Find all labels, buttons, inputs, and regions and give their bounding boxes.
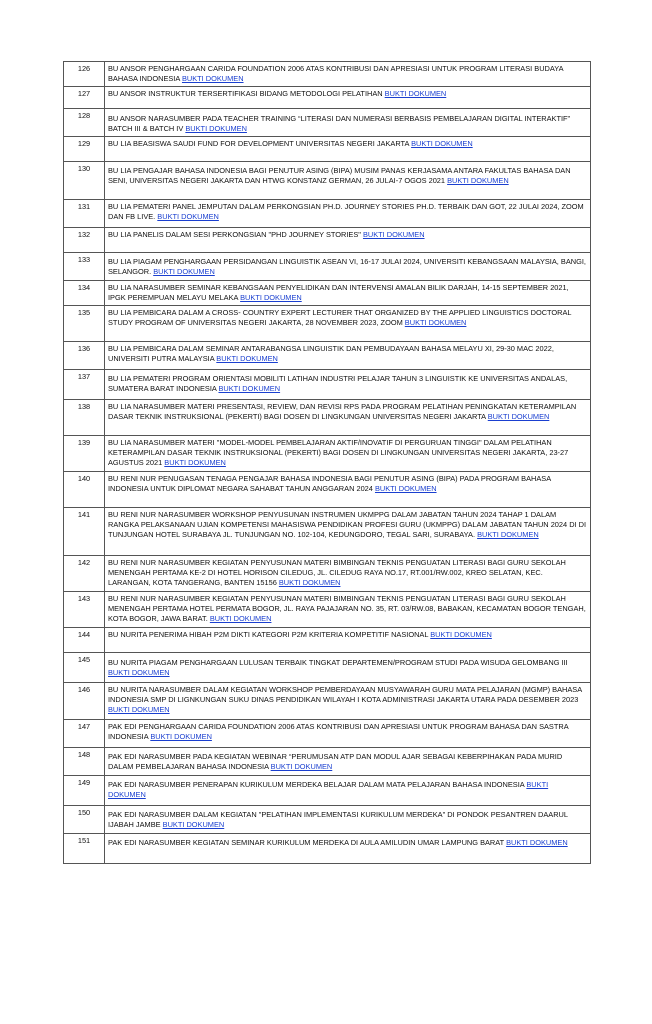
- row-description: [105, 436, 591, 472]
- bukti-dokumen-link[interactable]: BUKTI DOKUMEN: [506, 838, 568, 847]
- table-row: [64, 683, 591, 720]
- bukti-dokumen-link[interactable]: BUKTI DOKUMEN: [218, 383, 281, 393]
- row-number: 137: [64, 370, 105, 400]
- table-row: [64, 834, 591, 864]
- table-row: [64, 200, 591, 228]
- description-text: BU LIA NARASUMBER MATERI PRESENTASI, REVIEW, DAN REVISI RPS PADA PROGRAM PELATIHAN PENINGKATAN KETERAMPILAN DASAR TEKNIK INSTRUKSIONAL (PEKERTI) BAGI DOSEN DI LINGKUNGAN UNIVERSITAS NEGERI JAKARTA: [108, 402, 577, 421]
- row-description: [105, 109, 591, 137]
- table-row: [64, 400, 591, 436]
- description-text: BU RENI NUR PENUGASAN TENAGA PENGAJAR BAHASA INDONESIA BAGI PENUTUR ASING (BIPA) PADA PROGRAM BAHASA INDONESIA UNTUK DIPLOMAT NEGARA SAHABAT TAHUN ANGGARAN 2024: [108, 474, 551, 493]
- row-description: [105, 720, 591, 748]
- description-text: BU ANSOR INSTRUKTUR TERSERTIFIKASI BIDANG METODOLOGI PELATIHAN: [108, 89, 383, 98]
- row-number: 136: [64, 342, 105, 370]
- bukti-dokumen-link[interactable]: BUKTI DOKUMEN: [404, 317, 467, 327]
- description-text: BU NURITA PIAGAM PENGHARGAAN LULUSAN TERBAIK TINGKAT DEPARTEMEN/PROGRAM STUDI PADA WISUDA GELOMBANG III: [108, 658, 568, 667]
- row-number: 138: [64, 400, 105, 436]
- description-text: PAK EDI NARASUMBER PENERAPAN KURIKULUM MERDEKA BELAJAR DALAM MATA PELAJARAN BAHASA INDONESIA: [108, 780, 525, 789]
- bukti-dokumen-link[interactable]: BUKTI DOKUMEN: [384, 89, 447, 98]
- row-number: 128: [64, 109, 105, 137]
- row-description: [105, 162, 591, 200]
- bukti-dokumen-link[interactable]: BUKTI DOKUMEN: [181, 73, 244, 83]
- row-number: 129: [64, 137, 105, 162]
- row-description: [105, 653, 591, 683]
- table-row: [64, 806, 591, 834]
- bukti-dokumen-link[interactable]: BUKTI DOKUMEN: [362, 230, 425, 239]
- row-number: 141: [64, 508, 105, 556]
- table-row: [64, 370, 591, 400]
- bukti-dokumen-link[interactable]: BUKTI DOKUMEN: [240, 292, 302, 302]
- row-number: 151: [64, 834, 105, 864]
- description-text: BU LIA PEMATERI PROGRAM ORIENTASI MOBILITI LATIHAN INDUSTRI PELAJAR TAHUN 3 LINGUISTIK KE UNIVERSITAS ANDALAS, SUMATERA BARAT INDONESIA: [108, 374, 568, 393]
- table-row: [64, 281, 591, 306]
- description-text: PAK EDI NARASUMBER PADA KEGIATAN WEBINAR “PERUMUSAN ATP DAN MODUL AJAR SEBAGAI KEBERPIHAKAN PADA MURID DALAM PEMBELAJARAN BAHASA INDONESIA: [108, 752, 563, 771]
- description-text: BU LIA PENGAJAR BAHASA INDONESIA BAGI PENUTUR ASING (BIPA) MUSIM PANAS KERJASAMA ANTARA FAKULTAS BAHASA DAN SENI, UNIVERSITAS NEGERI JAKARTA DAN HTWG KONSTANZ GERMAN, 26 JULAI-7 OGOS 2021: [108, 166, 571, 185]
- description-text: BU LIA NARASUMBER MATERI "MODEL-MODEL PEMBELAJARAN AKTIF/INOVATIF DI PERGURUAN TINGGI" DALAM PELATIHAN KETERAMPILAN DASAR TEKNIK INSTRUKSIONAL (PEKERTI) BAGI DOSEN DI LINGKUNGAN UNIVERSITAS NEGERI JAKARTA, 23-27 AGUSTUS 2021: [108, 438, 569, 467]
- row-number: 146: [64, 683, 105, 720]
- bukti-dokumen-link[interactable]: BUKTI DOKUMEN: [477, 529, 539, 539]
- row-description: [105, 400, 591, 436]
- table-row: [64, 776, 591, 806]
- row-description: [105, 62, 591, 87]
- row-description: [105, 306, 591, 342]
- row-description: [105, 370, 591, 400]
- bukti-dokumen-link[interactable]: BUKTI DOKUMEN: [430, 630, 492, 639]
- bukti-dokumen-link[interactable]: BUKTI DOKUMEN: [447, 175, 509, 185]
- row-description: [105, 228, 591, 253]
- row-number: 135: [64, 306, 105, 342]
- table-row: [64, 109, 591, 137]
- description-text: BU LIA NARASUMBER SEMINAR KEBANGSAAN PENYELIDIKAN DAN INTERVENSI AMALAN BILIK DARJAH, 14-15 SEPTEMBER 2021, IPGK PEREMPUAN MELAYU MELAKA: [108, 283, 569, 302]
- achievements-table: [63, 61, 591, 864]
- bukti-dokumen-link[interactable]: BUKTI DOKUMEN: [153, 266, 215, 276]
- bukti-dokumen-link[interactable]: BUKTI DOKUMEN: [216, 353, 278, 363]
- bukti-dokumen-link[interactable]: BUKTI DOKUMEN: [209, 613, 272, 623]
- table-row: [64, 748, 591, 776]
- bukti-dokumen-link[interactable]: BUKTI DOKUMEN: [108, 667, 170, 677]
- row-description: [105, 806, 591, 834]
- row-number: 127: [64, 87, 105, 109]
- row-description: [105, 342, 591, 370]
- description-text: PAK EDI PENGHARGAAN CARIDA FOUNDATION 2006 ATAS KONTRIBUSI DAN APRESIASI UNTUK PROGRAM BAHASA DAN SASTRA INDONESIA: [108, 722, 569, 741]
- table-row: [64, 720, 591, 748]
- row-number: 133: [64, 253, 105, 281]
- table-row: [64, 592, 591, 628]
- table-row: [64, 472, 591, 508]
- table-row: [64, 508, 591, 556]
- description-text: BU NURITA PENERIMA HIBAH P2M DIKTI KATEGORI P2M KRITERIA KOMPETITIF NASIONAL: [108, 630, 429, 639]
- row-description: [105, 281, 591, 306]
- description-text: BU LIA PANELIS DALAM SESI PERKONGSIAN "PHD JOURNEY STORIES": [108, 230, 361, 239]
- row-number: 131: [64, 200, 105, 228]
- table-row: [64, 162, 591, 200]
- row-number: 140: [64, 472, 105, 508]
- bukti-dokumen-link[interactable]: BUKTI DOKUMEN: [157, 211, 219, 221]
- description-text: BU LIA PEMATERI PANEL JEMPUTAN DALAM PERKONGSIAN PH.D. JOURNEY STORIES PH.D. TERBAIK DAN GOT, 22 JULAI 2024, ZOOM DAN FB LIVE.: [108, 202, 584, 221]
- description-text: PAK EDI NARASUMBER KEGIATAN SEMINAR KURIKULUM MERDEKA DI AULA AMILUDIN UMAR LAMPUNG BARAT: [108, 838, 505, 847]
- row-description: [105, 592, 591, 628]
- description-text: PAK EDI NARASUMBER DALAM KEGIATAN "PELATIHAN IMPLEMENTASI KURIKULUM MERDEKA" DI PONDOK PESANTREN DAARUL IJABAH JAMBE: [108, 810, 568, 829]
- table-row: [64, 253, 591, 281]
- row-description: [105, 628, 591, 653]
- description-text: BU LIA PIAGAM PENGHARGAAN PERSIDANGAN LINGUISTIK ASEAN VI, 16-17 JULAI 2024, UNIVERSITI KEBANGSAAN MALAYSIA, BANGI, SELANGOR.: [108, 257, 586, 276]
- bukti-dokumen-link[interactable]: BUKTI DOKUMEN: [278, 577, 341, 587]
- bukti-dokumen-link[interactable]: BUKTI DOKUMEN: [108, 704, 170, 714]
- bukti-dokumen-link[interactable]: BUKTI DOKUMEN: [185, 123, 247, 133]
- description-text: BU ANSOR PENGHARGAAN CARIDA FOUNDATION 2006 ATAS KONTRIBUSI DAN APRESIASI UNTUK PROGRAM LITERASI BUDAYA BAHASA INDONESIA: [108, 64, 564, 83]
- row-description: [105, 834, 591, 864]
- row-number: 142: [64, 556, 105, 592]
- table-row: [64, 436, 591, 472]
- description-text: BU LIA BEASISWA SAUDI FUND FOR DEVELOPMENT UNIVERSITAS NEGERI JAKARTA: [108, 139, 410, 148]
- row-description: [105, 472, 591, 508]
- row-number: 126: [64, 62, 105, 87]
- description-text: BU LIA PEMBICARA DALAM A CROSS- COUNTRY EXPERT LECTURER THAT ORGANIZED BY THE APPLIED LINGUISTICS DOCTORAL STUDY PROGRAM OF UNIVERSITAS NEGERI JAKARTA, 28 NOVEMBER 2023, ZOOM: [108, 308, 572, 327]
- description-text: BU RENI NUR NARASUMBER WORKSHOP PENYUSUNAN INSTRUMEN UKMPPG DALAM JABATAN TAHUN 2024 TAHAP 1 DALAM RANGKA PELAKSANAAN UJIAN KOMPETENSI MAHASISWA PENDIDIKAN PROFESI GURU (UKMPPG) DALAM JABATAN TAHUN 2024 DI DI TUNJUNGAN HOTEL SURABAYA JL. TUNJUNGAN NO. 102-104, KEDUNGDORO, TEGAL SARI, SURABAYA.: [108, 510, 587, 539]
- table-row: [64, 628, 591, 653]
- table-row: [64, 342, 591, 370]
- row-description: [105, 748, 591, 776]
- row-description: [105, 776, 591, 806]
- bukti-dokumen-link[interactable]: BUKTI DOKUMEN: [164, 457, 226, 467]
- bukti-dokumen-link[interactable]: BUKTI DOKUMEN: [374, 483, 437, 493]
- row-description: [105, 200, 591, 228]
- row-number: 144: [64, 628, 105, 653]
- row-number: 149: [64, 776, 105, 806]
- row-description: [105, 556, 591, 592]
- description-text: BU NURITA NARASUMBER DALAM KEGIATAN WORKSHOP PEMBERDAYAAN MUSYAWARAH GURU MATA PELAJARAN (MGMP) BAHASA INDONESIA SMP DI LIGNKUNGAN SUKU DINAS PENDIDIKAN WILAYAH I KOTA ADMINISTRASI JAKARTA UTARA PADA DESEMBER 2023: [108, 685, 582, 704]
- table-body: [64, 62, 591, 864]
- row-number: 143: [64, 592, 105, 628]
- row-number: 130: [64, 162, 105, 200]
- description-text: BU RENI NUR NARASUMBER KEGIATAN PENYUSUNAN MATERI BIMBINGAN TEKNIS PENGUATAN LITERASI BAGI GURU SEKOLAH MENENGAH PERTAMA KE-2 DI HOTEL HORISON CILEDUG, JL. CILEDUG RAYA NO.17, RT.001/RW.002, KREO SELATAN, KEC. LARANGAN, KOTA TANGERANG, BANTEN 15156: [108, 558, 566, 587]
- row-description: [105, 508, 591, 556]
- row-number: 132: [64, 228, 105, 253]
- row-number: 148: [64, 748, 105, 776]
- row-number: 139: [64, 436, 105, 472]
- row-description: [105, 683, 591, 720]
- table-row: [64, 87, 591, 109]
- bukti-dokumen-link[interactable]: BUKTI DOKUMEN: [487, 411, 550, 421]
- description-text: BU LIA PEMBICARA DALAM SEMINAR ANTARABANGSA LINGUISTIK DAN PEMBUDAYAAN BAHASA MELAYU XI, 29-30 MAC 2022, UNIVERSITI PUTRA MALAYSIA: [108, 344, 554, 363]
- bukti-dokumen-link[interactable]: BUKTI DOKUMEN: [162, 819, 225, 829]
- row-number: 134: [64, 281, 105, 306]
- bukti-dokumen-link[interactable]: BUKTI DOKUMEN: [270, 761, 333, 771]
- table-row: [64, 228, 591, 253]
- description-text: BU ANSOR NARASUMBER PADA TEACHER TRAINING “LITERASI DAN NUMERASI BERBASIS PEMBELAJARAN DIGITAL INTERAKTIF” BATCH III & BATCH IV: [108, 114, 571, 133]
- row-description: [105, 87, 591, 109]
- table-row: [64, 137, 591, 162]
- description-text: BU RENI NUR NARASUMBER KEGIATAN PENYUSUNAN MATERI BIMBINGAN TEKNIS PENGUATAN LITERASI BAGI GURU SEKOLAH MENENGAH PERTAMA HOTEL PERMATA BOGOR, JL. RAYA PAJAJARAN NO. 35, RT. 03/RW.08, BABAKAN, KECAMATAN BOGOR TENGAH, KOTA BOGOR, JAWA BARAT.: [108, 594, 586, 623]
- table-row: [64, 62, 591, 87]
- table-row: [64, 653, 591, 683]
- row-number: 145: [64, 653, 105, 683]
- bukti-dokumen-link[interactable]: BUKTI DOKUMEN: [150, 731, 212, 741]
- row-description: [105, 253, 591, 281]
- bukti-dokumen-link[interactable]: BUKTI DOKUMEN: [411, 139, 473, 148]
- bukti-dokumen-link[interactable]: BUKTI DOKUMEN: [108, 780, 549, 799]
- table-row: [64, 556, 591, 592]
- row-number: 147: [64, 720, 105, 748]
- row-number: 150: [64, 806, 105, 834]
- row-description: [105, 137, 591, 162]
- table-row: [64, 306, 591, 342]
